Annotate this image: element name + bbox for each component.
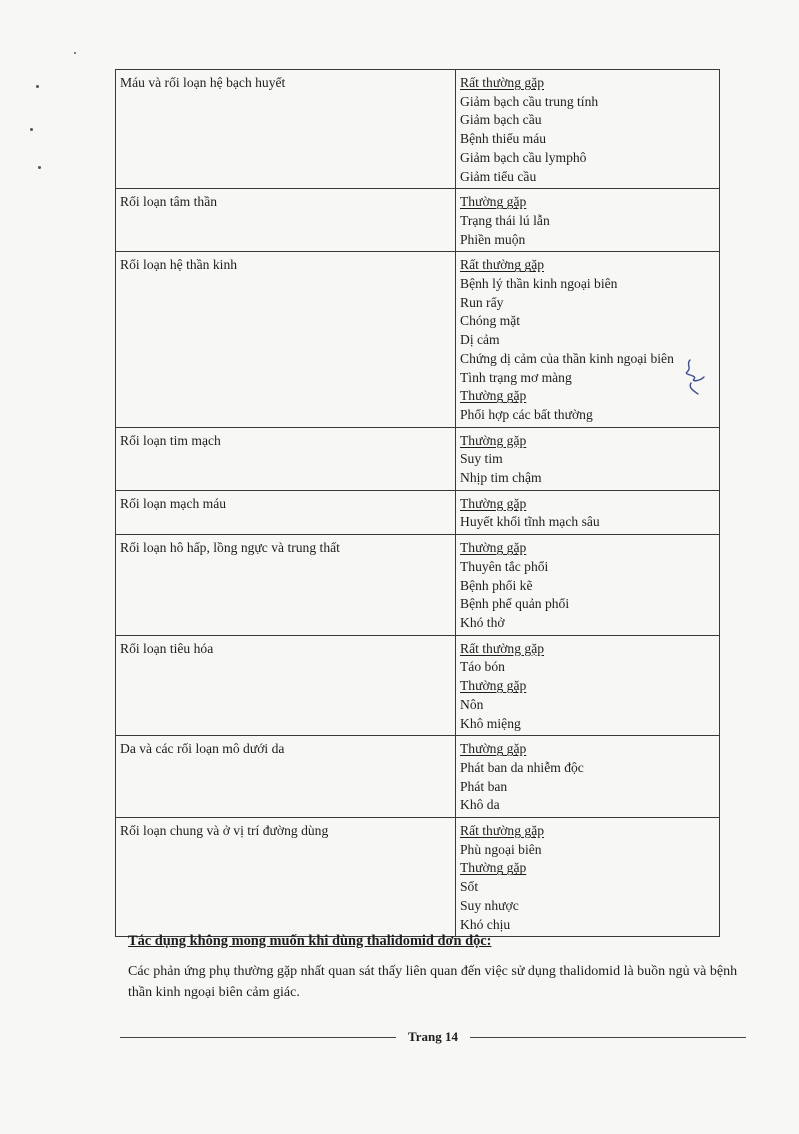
effects-cell (456, 70, 720, 189)
section-paragraph: Các phản ứng phụ thường gặp nhất quan sát thấy liên quan đến việc sử dụng thalidomid là buồn ngủ và bệnh thần kinh ngoại biên cảm giác. (128, 964, 738, 1000)
adverse-effect: Giảm tiểu cầu (460, 168, 537, 184)
frequency-label: Rất thường gặp (460, 640, 545, 656)
organ-system-cell: Rối loạn tiêu hóa (116, 635, 456, 736)
adverse-effect: Suy nhược (460, 897, 519, 913)
footer-rule-left (120, 1037, 396, 1038)
frequency-label: Thường gặp (460, 194, 527, 210)
adverse-effect: Giảm bạch cầu (460, 112, 542, 128)
adverse-effect: Khó thở (460, 614, 505, 630)
adverse-effect: Nhịp tim chậm (460, 470, 542, 486)
effects-cell (456, 490, 720, 534)
adverse-effect: Khô miệng (460, 715, 521, 731)
frequency-label: Thường gặp (460, 540, 527, 556)
adverse-effect: Run rẩy (460, 294, 504, 310)
adverse-effect: Chóng mặt (460, 313, 521, 329)
effects-cell (456, 189, 720, 252)
page-footer (120, 1027, 746, 1047)
adverse-effect: Giảm bạch cầu lymphô (460, 149, 587, 165)
effects-cell (456, 535, 720, 636)
adverse-effect: Sốt (460, 879, 479, 895)
table-row (116, 189, 720, 252)
frequency-label: Thường gặp (460, 432, 527, 448)
table-row (116, 736, 720, 818)
adverse-effect: Phối hợp các bất thường (460, 406, 593, 422)
adverse-effect: Bệnh thiếu máu (460, 131, 547, 147)
frequency-label: Rất thường gặp (460, 75, 545, 90)
frequency-label: Thường gặp (460, 860, 527, 876)
table-row (116, 535, 720, 636)
adverse-effect: Nôn (460, 696, 484, 712)
effects-cell (456, 635, 720, 736)
adverse-effects-table-body (116, 70, 720, 937)
adverse-effect: Phát ban da nhiễm độc (460, 759, 584, 775)
organ-system-cell: Rối loạn hô hấp, lồng ngực và trung thất (116, 535, 456, 636)
adverse-effect: Giảm bạch cầu trung tính (460, 93, 599, 109)
adverse-effect: Phiền muộn (460, 231, 526, 247)
adverse-effect: Thuyên tắc phổi (460, 558, 549, 574)
table-row (116, 70, 720, 189)
adverse-effect: Khó chịu (460, 916, 511, 932)
frequency-label: Thường gặp (460, 495, 527, 511)
table-row (116, 427, 720, 490)
adverse-effects-table (115, 69, 720, 937)
frequency-label: Thường gặp (460, 678, 527, 694)
footer-rule-right (470, 1037, 746, 1038)
pen-scribble-icon (676, 356, 716, 400)
organ-system-cell: Rối loạn tâm thần (116, 189, 456, 252)
organ-system-cell: Máu và rối loạn hệ bạch huyết (116, 70, 456, 189)
adverse-effect: Trạng thái lú lẫn (460, 212, 550, 228)
effects-cell (456, 736, 720, 818)
adverse-effect: Suy tim (460, 451, 503, 467)
adverse-effect: Táo bón (460, 659, 505, 675)
page-number: Trang 14 (408, 1029, 458, 1044)
table-row (116, 252, 720, 427)
adverse-effect: Chứng dị cảm của thần kinh ngoại biên (460, 350, 674, 366)
organ-system-cell: Rối loạn tim mạch (116, 427, 456, 490)
organ-system-cell: Rối loạn mạch máu (116, 490, 456, 534)
section-heading: Tác dụng không mong muốn khi dùng thalidomid đơn độc: (128, 933, 492, 949)
scan-speck (30, 128, 33, 131)
table-row (116, 818, 720, 937)
organ-system-cell: Da và các rối loạn mô dưới da (116, 736, 456, 818)
frequency-label: Thường gặp (460, 741, 527, 757)
scan-speck (74, 52, 76, 54)
organ-system-cell: Rối loạn chung và ở vị trí đường dùng (116, 818, 456, 937)
effects-cell (456, 252, 720, 427)
adverse-effect: Bệnh phổi kẽ (460, 577, 533, 593)
effects-cell (456, 818, 720, 937)
frequency-label: Thường gặp (460, 388, 527, 404)
organ-system-cell: Rối loạn hệ thần kinh (116, 252, 456, 427)
frequency-label: Rất thường gặp (460, 823, 545, 839)
adverse-effect: Dị cảm (460, 332, 500, 348)
effects-cell (456, 427, 720, 490)
adverse-effect: Phù ngoại biên (460, 841, 542, 857)
scan-speck (38, 166, 41, 169)
adverse-effect: Bệnh lý thần kinh ngoại biên (460, 276, 618, 292)
adverse-effect: Bệnh phế quản phổi (460, 596, 570, 612)
adverse-effect: Tình trạng mơ màng (460, 369, 572, 385)
table-row (116, 635, 720, 736)
adverse-effect: Huyết khối tĩnh mạch sâu (460, 514, 600, 530)
frequency-label: Rất thường gặp (460, 257, 545, 273)
adverse-effect: Khô da (460, 797, 500, 813)
scan-speck (36, 85, 39, 88)
adverse-effect: Phát ban (460, 778, 508, 794)
table-row (116, 490, 720, 534)
